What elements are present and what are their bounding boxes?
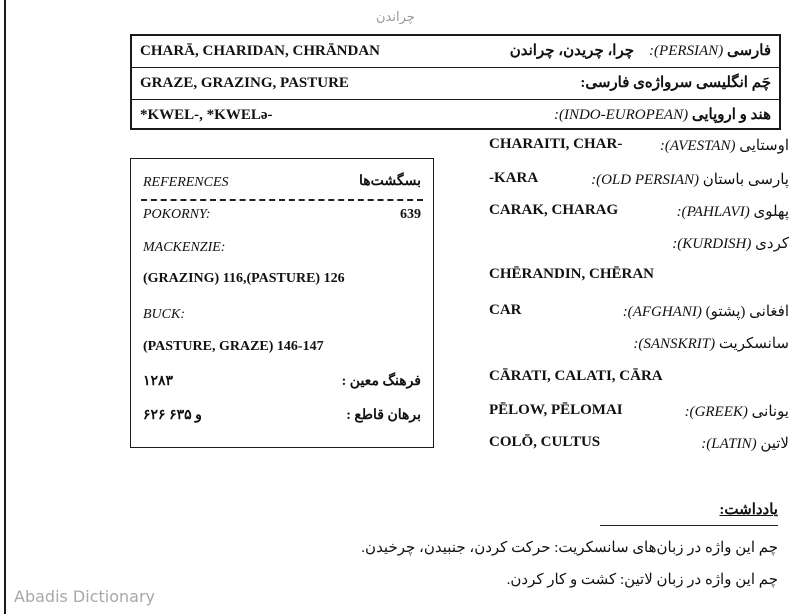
avestan-word: CHARAITI, CHAR-: [489, 136, 623, 152]
indo-european-label-fa: هند و اروپایی: [691, 107, 771, 123]
english-meaning: GRAZE, GRAZING, PASTURE: [140, 75, 349, 91]
english-label: چَم انگلیسی سرواژه‌ی فارسی:: [580, 75, 771, 91]
old-persian-label-en: (OLD PERSIAN):: [591, 172, 699, 188]
lang-row-kurdish: [489, 234, 789, 258]
sanskrit-label: [633, 334, 789, 353]
old-persian-label-fa: پارسی باستان: [702, 172, 789, 188]
mackenzie-value: (GRAZING) 116,(PASTURE) 126: [143, 271, 345, 286]
pokorny-value: 639: [400, 207, 421, 222]
lang-row-avestan: [489, 136, 789, 160]
etymology-header-table: [130, 34, 781, 130]
buck-value: (PASTURE, GRAZE) 146-147: [143, 339, 324, 354]
buck-label: BUCK:: [143, 307, 185, 322]
persian-label-en: (PERSIAN):: [649, 43, 724, 59]
greek-label: [685, 402, 789, 421]
greek-label-fa: یونانی: [751, 404, 789, 420]
latin-label: [701, 434, 789, 453]
left-margin-rule: [4, 0, 6, 614]
avestan-label-en: (AVESTAN):: [659, 138, 736, 154]
persian-transliteration: CHARĀ, CHARIDAN, CHRĀNDAN: [140, 43, 380, 59]
borhan-label: برهان قاطع :: [346, 408, 421, 423]
sanskrit-label-fa: سانسکریت: [718, 336, 789, 352]
mackenzie-label: MACKENZIE:: [143, 240, 226, 255]
lang-row-old-persian: [489, 170, 789, 194]
lang-row-kurdish-words: [489, 266, 789, 290]
kurdish-label-fa: کردی: [755, 236, 789, 252]
kurdish-label: [672, 234, 789, 253]
pahlavi-label: [677, 202, 789, 221]
persian-label-fa: فارسی: [726, 43, 771, 59]
moin-label: فرهنگ معین :: [341, 374, 421, 389]
indo-european-root: *KWEL-, *KWELə-: [140, 107, 273, 123]
kurdish-words: CHĒRANDIN, CHĒRAN: [489, 266, 655, 282]
watermark: Abadis Dictionary: [14, 587, 155, 606]
persian-row: [132, 36, 779, 68]
pokorny-label: POKORNY:: [143, 207, 211, 222]
pahlavi-label-fa: پهلوی: [753, 204, 789, 220]
persian-label: [510, 36, 771, 66]
lang-row-greek: [489, 402, 789, 426]
afghani-word: CAR: [489, 302, 522, 318]
indo-european-row: [132, 100, 779, 128]
latin-word: COLŌ, CULTUS: [489, 434, 601, 450]
references-header-fa: بسگشت‌ها: [358, 174, 421, 189]
greek-word: PĒLOW, PĒLOMAI: [489, 402, 623, 418]
lang-row-latin: [489, 434, 789, 458]
lang-row-sanskrit-words: [489, 368, 789, 392]
afghani-label-fa: افغانی (پشتو): [705, 304, 789, 320]
indo-european-label-en: (INDO-EUROPEAN):: [553, 107, 689, 123]
old-persian-label: [591, 170, 789, 189]
pahlavi-label-en: (PAHLAVI):: [676, 204, 750, 220]
indo-european-label: [554, 100, 771, 130]
note-line-1: چم این واژه در زبان‌های سانسکریت: حرکت کردن، جنبیدن، چرخیدن.: [361, 540, 778, 556]
afghani-label-en: (AFGHANI):: [622, 304, 702, 320]
sanskrit-label-en: (SANSKRIT):: [633, 336, 716, 352]
old-persian-word: -KARA: [489, 170, 539, 186]
lang-row-pahlavi: [489, 202, 789, 226]
references-divider: [141, 199, 423, 201]
afghani-label: [623, 302, 789, 321]
latin-label-fa: لاتین: [760, 436, 789, 452]
borhan-value: ۶۲۶ و ۶۳۵: [143, 408, 202, 423]
references-box: [130, 158, 434, 448]
greek-label-en: (GREEK):: [684, 404, 748, 420]
page-title: چراندن: [376, 10, 415, 25]
moin-value: ۱۲۸۳: [143, 374, 174, 389]
pahlavi-word: CARAK, CHARAG: [489, 202, 619, 218]
note-line-2: چم این واژه در زبان لاتین: کشت و کار کردن.: [506, 572, 778, 588]
kurdish-label-en: (KURDISH):: [672, 236, 752, 252]
avestan-label: [660, 136, 789, 155]
notes-heading: یادداشت:: [719, 502, 778, 518]
latin-label-en: (LATIN):: [701, 436, 757, 452]
notes-underline: [600, 525, 778, 526]
sanskrit-words: CĀRATI, CALATI, CĀRA: [489, 368, 663, 384]
lang-row-afghani: [489, 302, 789, 326]
english-row: [132, 68, 779, 100]
references-header-en: REFERENCES: [143, 175, 229, 190]
lang-row-sanskrit: [489, 334, 789, 358]
persian-word: چرا، چریدن، چراندن: [509, 43, 635, 59]
avestan-label-fa: اوستایی: [739, 138, 789, 154]
